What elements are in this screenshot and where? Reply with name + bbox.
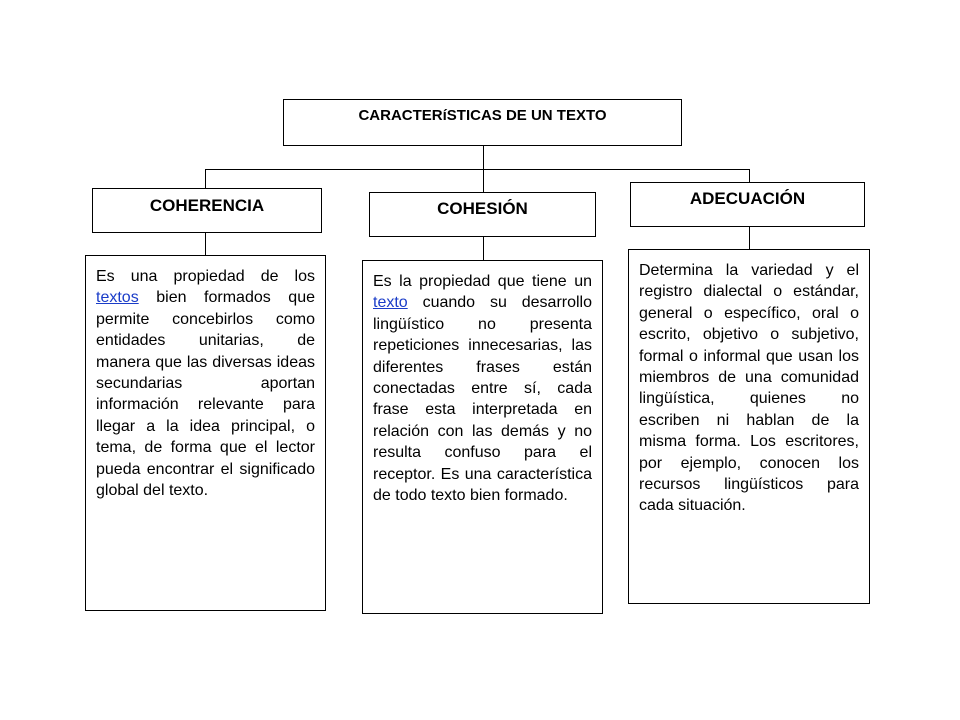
link-textos[interactable]: textos	[96, 289, 139, 307]
link-texto[interactable]: texto	[373, 294, 408, 312]
heading-cohesion: COHESIÓN	[437, 199, 528, 218]
coherencia-text-start: Es una propiedad de los	[96, 268, 315, 285]
cohesion-text-start: Es la propiedad que tiene un	[373, 273, 592, 290]
text-box-cohesion	[362, 260, 603, 614]
cohesion-text-end: cuando su desarrollo lingüístico no presenta repeticiones innecesarias, las diferentes frases están conectadas entre sí, cada frase esta interpretada en relación con las demás y no resulta confuso para el receptor. Es una característica de todo texto bien formado.	[373, 294, 592, 505]
connector-horizontal	[205, 169, 749, 170]
title-box	[283, 99, 682, 146]
adecuacion-text: Determina la variedad y el registro dialectal o estándar, general o específico, oral o escrito, objetivo o subjetivo, formal o informal que usan los miembros de una comunidad lingüística, quienes no escriben ni hablan de la misma forma. Los escritores, por ejemplo, conocen los recursos lingüísticos para cada situación.	[639, 262, 859, 515]
connector-to-cohesion	[483, 169, 484, 192]
connector-to-adecuacion	[749, 169, 750, 182]
heading-adecuacion: ADECUACIÓN	[689, 189, 806, 208]
connector-to-coherencia	[205, 169, 206, 188]
connector-adecuacion-text	[749, 226, 750, 250]
diagram-title: CARACTERíSTICAS DE UN TEXTO	[358, 107, 607, 124]
heading-box-cohesion	[369, 192, 596, 237]
connector-title-down	[483, 145, 484, 169]
heading-box-adecuacion	[630, 182, 865, 227]
coherencia-text-end: bien formados que permite concebirlos como entidades unitarias, de manera que las diversas ideas secundarias aportan información relevante para llegar a la idea principal, o tema, de forma que el lector pueda encontrar el significado global del texto.	[96, 289, 315, 500]
text-box-adecuacion	[628, 249, 870, 604]
connector-coherencia-text	[205, 232, 206, 256]
connector-cohesion-text	[483, 236, 484, 261]
heading-box-coherencia	[92, 188, 322, 233]
text-box-coherencia	[85, 255, 326, 611]
heading-coherencia: COHERENCIA	[149, 196, 265, 215]
